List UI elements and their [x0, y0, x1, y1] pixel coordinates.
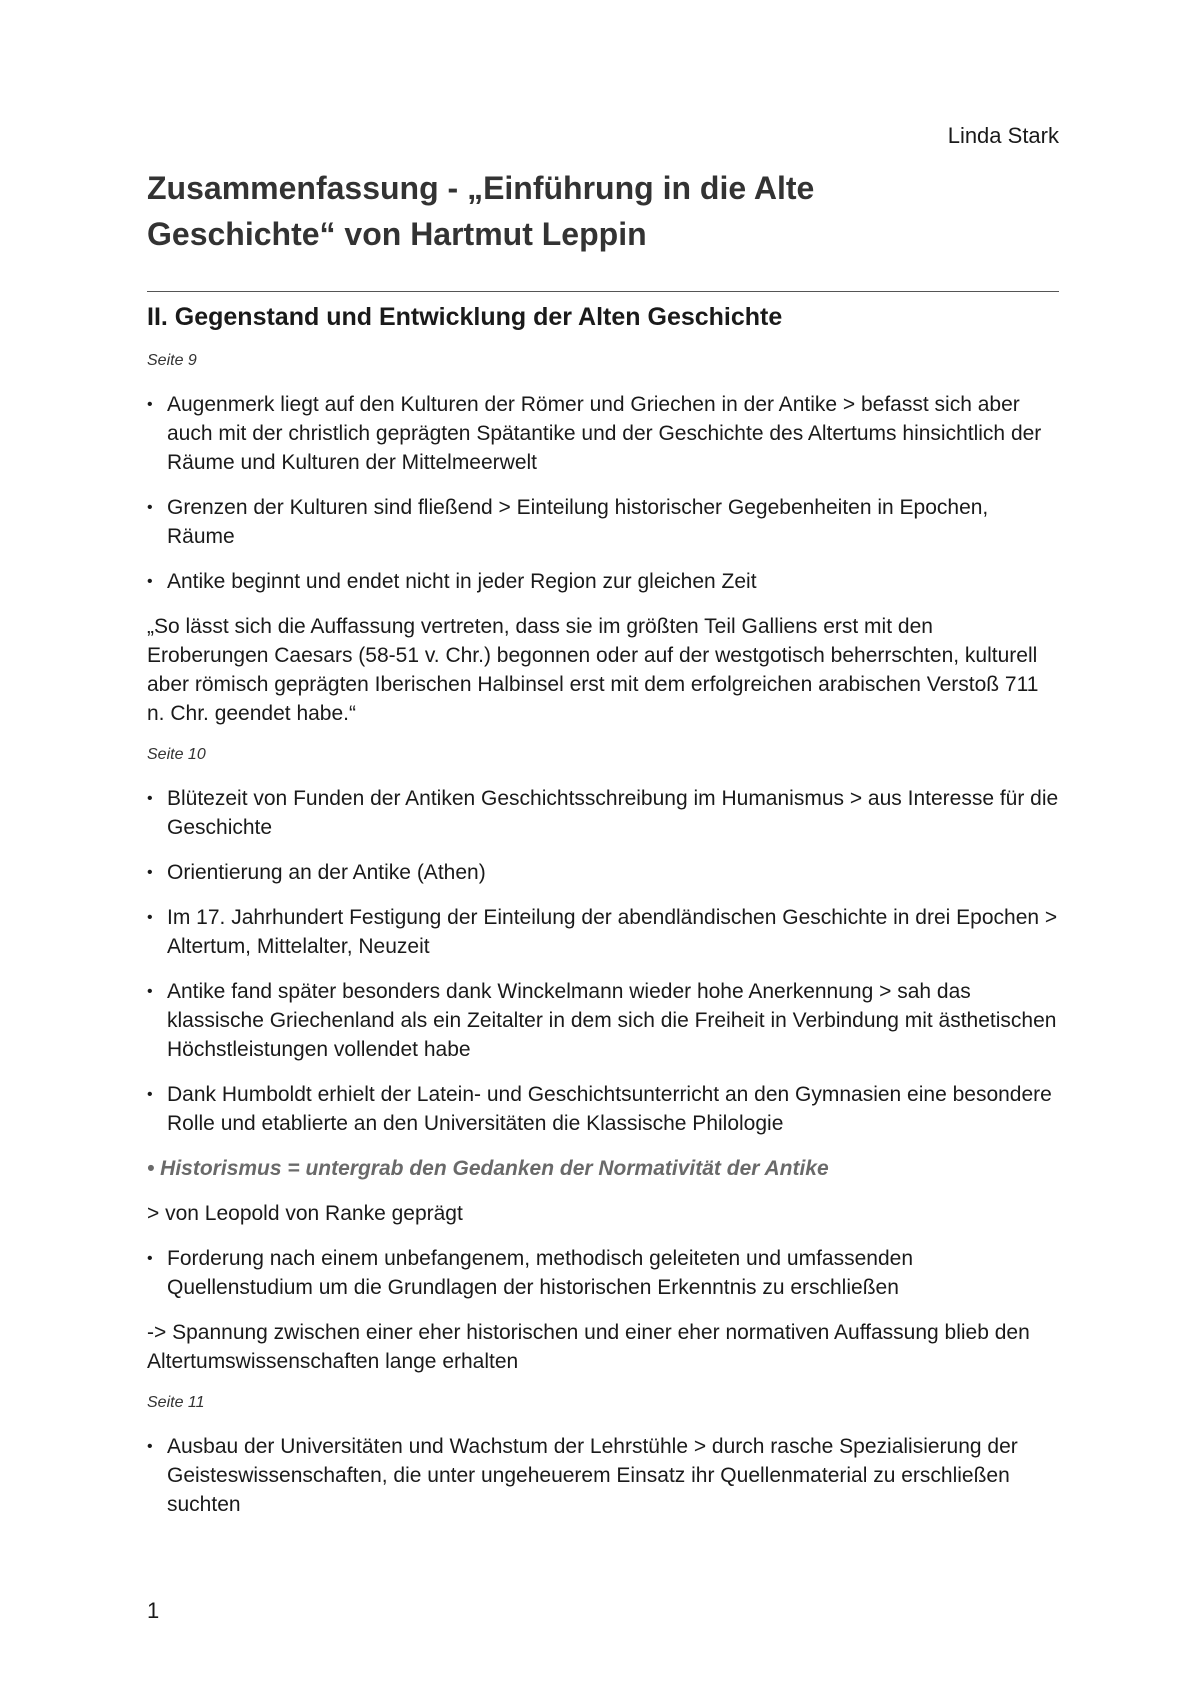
bullet-list-seite-11 [147, 1432, 1059, 1519]
page-ref-11: Seite 11 [147, 1394, 205, 1411]
list-item: • Antike fand später besonders dank Winckelmann wieder hohe Anerkennung > sah das klassische Griechenland als ein Zeitalter in dem sich die Freiheit in Verbindung mit ästhetischen Höchstleistungen vollendet habe [147, 977, 1059, 1064]
document-title: Zusammenfassung - „Einführung in die Alte Geschichte“ von Hartmut Leppin [147, 170, 815, 252]
bullet-icon: • [147, 1250, 153, 1267]
bullet-list-seite-10 [147, 784, 1059, 1138]
list-item: • Forderung nach einem unbefangenem, methodisch geleiteten und umfassenden Quellenstudium um die Grundlagen der historischen Erkenntnis zu erschließen [147, 1244, 1059, 1302]
list-item: • Grenzen der Kulturen sind fließend > Einteilung historischer Gegebenheiten in Epochen, Räume [147, 493, 1059, 551]
page-ref-10: Seite 10 [147, 746, 206, 763]
bullet-icon: • [147, 396, 153, 413]
bullet-icon: • [147, 864, 153, 881]
note-spannung: -> Spannung zwischen einer eher historischen und einer eher normativen Auffassung blieb den Altertumswissenschaften lange erhalten [147, 1321, 1030, 1373]
list-item: • Augenmerk liegt auf den Kulturen der Römer und Griechen in der Antike > befasst sich aber auch mit der christlich geprägten Spätantike und der Geschichte des Altertums hinsichtlich der Räume und Kulturen der Mittelmeerwelt [147, 390, 1059, 477]
author-name: Linda Stark [947, 123, 1059, 148]
section-heading: II. Gegenstand und Entwicklung der Alten Geschichte [147, 303, 783, 331]
bullet-icon: • [147, 573, 153, 590]
quote-paragraph: „So lässt sich die Auffassung vertreten, dass sie im größten Teil Galliens erst mit den Eroberungen Caesars (58-51 v. Chr.) begonnen oder auf der westgotisch beherrschten, kulturell aber römisch geprägten Iberischen Halbinsel erst mit dem erfolgreichen arabischen Verstoß 711 n. Chr. geendet habe.“ [147, 615, 1039, 725]
bullet-icon: • [147, 909, 153, 926]
list-item: • Ausbau der Universitäten und Wachstum der Lehrstühle > durch rasche Spezialisierung der Geisteswissenschaften, die unter ungeheuerem Einsatz ihr Quellenmaterial zu erschließen suchten [147, 1432, 1059, 1519]
page-number: 1 [147, 1598, 160, 1623]
list-item: • Im 17. Jahrhundert Festigung der Einteilung der abendländischen Geschichte in drei Epochen > Altertum, Mittelalter, Neuzeit [147, 903, 1059, 961]
list-item: • Orientierung an der Antike (Athen) [147, 858, 1059, 887]
title-divider [147, 291, 1059, 292]
note-ranke: > von Leopold von Ranke geprägt [147, 1202, 463, 1225]
bullet-list-quellenstudium [147, 1244, 1059, 1302]
bullet-icon: • [147, 499, 153, 516]
bullet-list-seite-9 [147, 390, 1059, 596]
emphasis-historismus: • Historismus = untergrab den Gedanken der Normativität der Antike [147, 1157, 829, 1180]
bullet-icon: • [147, 1438, 153, 1455]
bullet-icon: • [147, 1086, 153, 1103]
list-item: • Antike beginnt und endet nicht in jeder Region zur gleichen Zeit [147, 567, 1059, 596]
bullet-icon: • [147, 790, 153, 807]
list-item: • Blütezeit von Funden der Antiken Geschichtsschreibung im Humanismus > aus Interesse für die Geschichte [147, 784, 1059, 842]
page-ref-9: Seite 9 [147, 352, 197, 369]
list-item: • Dank Humboldt erhielt der Latein- und Geschichtsunterricht an den Gymnasien eine besondere Rolle und etablierte an den Universitäten die Klassische Philologie [147, 1080, 1059, 1138]
document-page [147, 0, 1059, 1696]
document-body [147, 300, 1059, 1535]
bullet-icon: • [147, 983, 153, 1000]
